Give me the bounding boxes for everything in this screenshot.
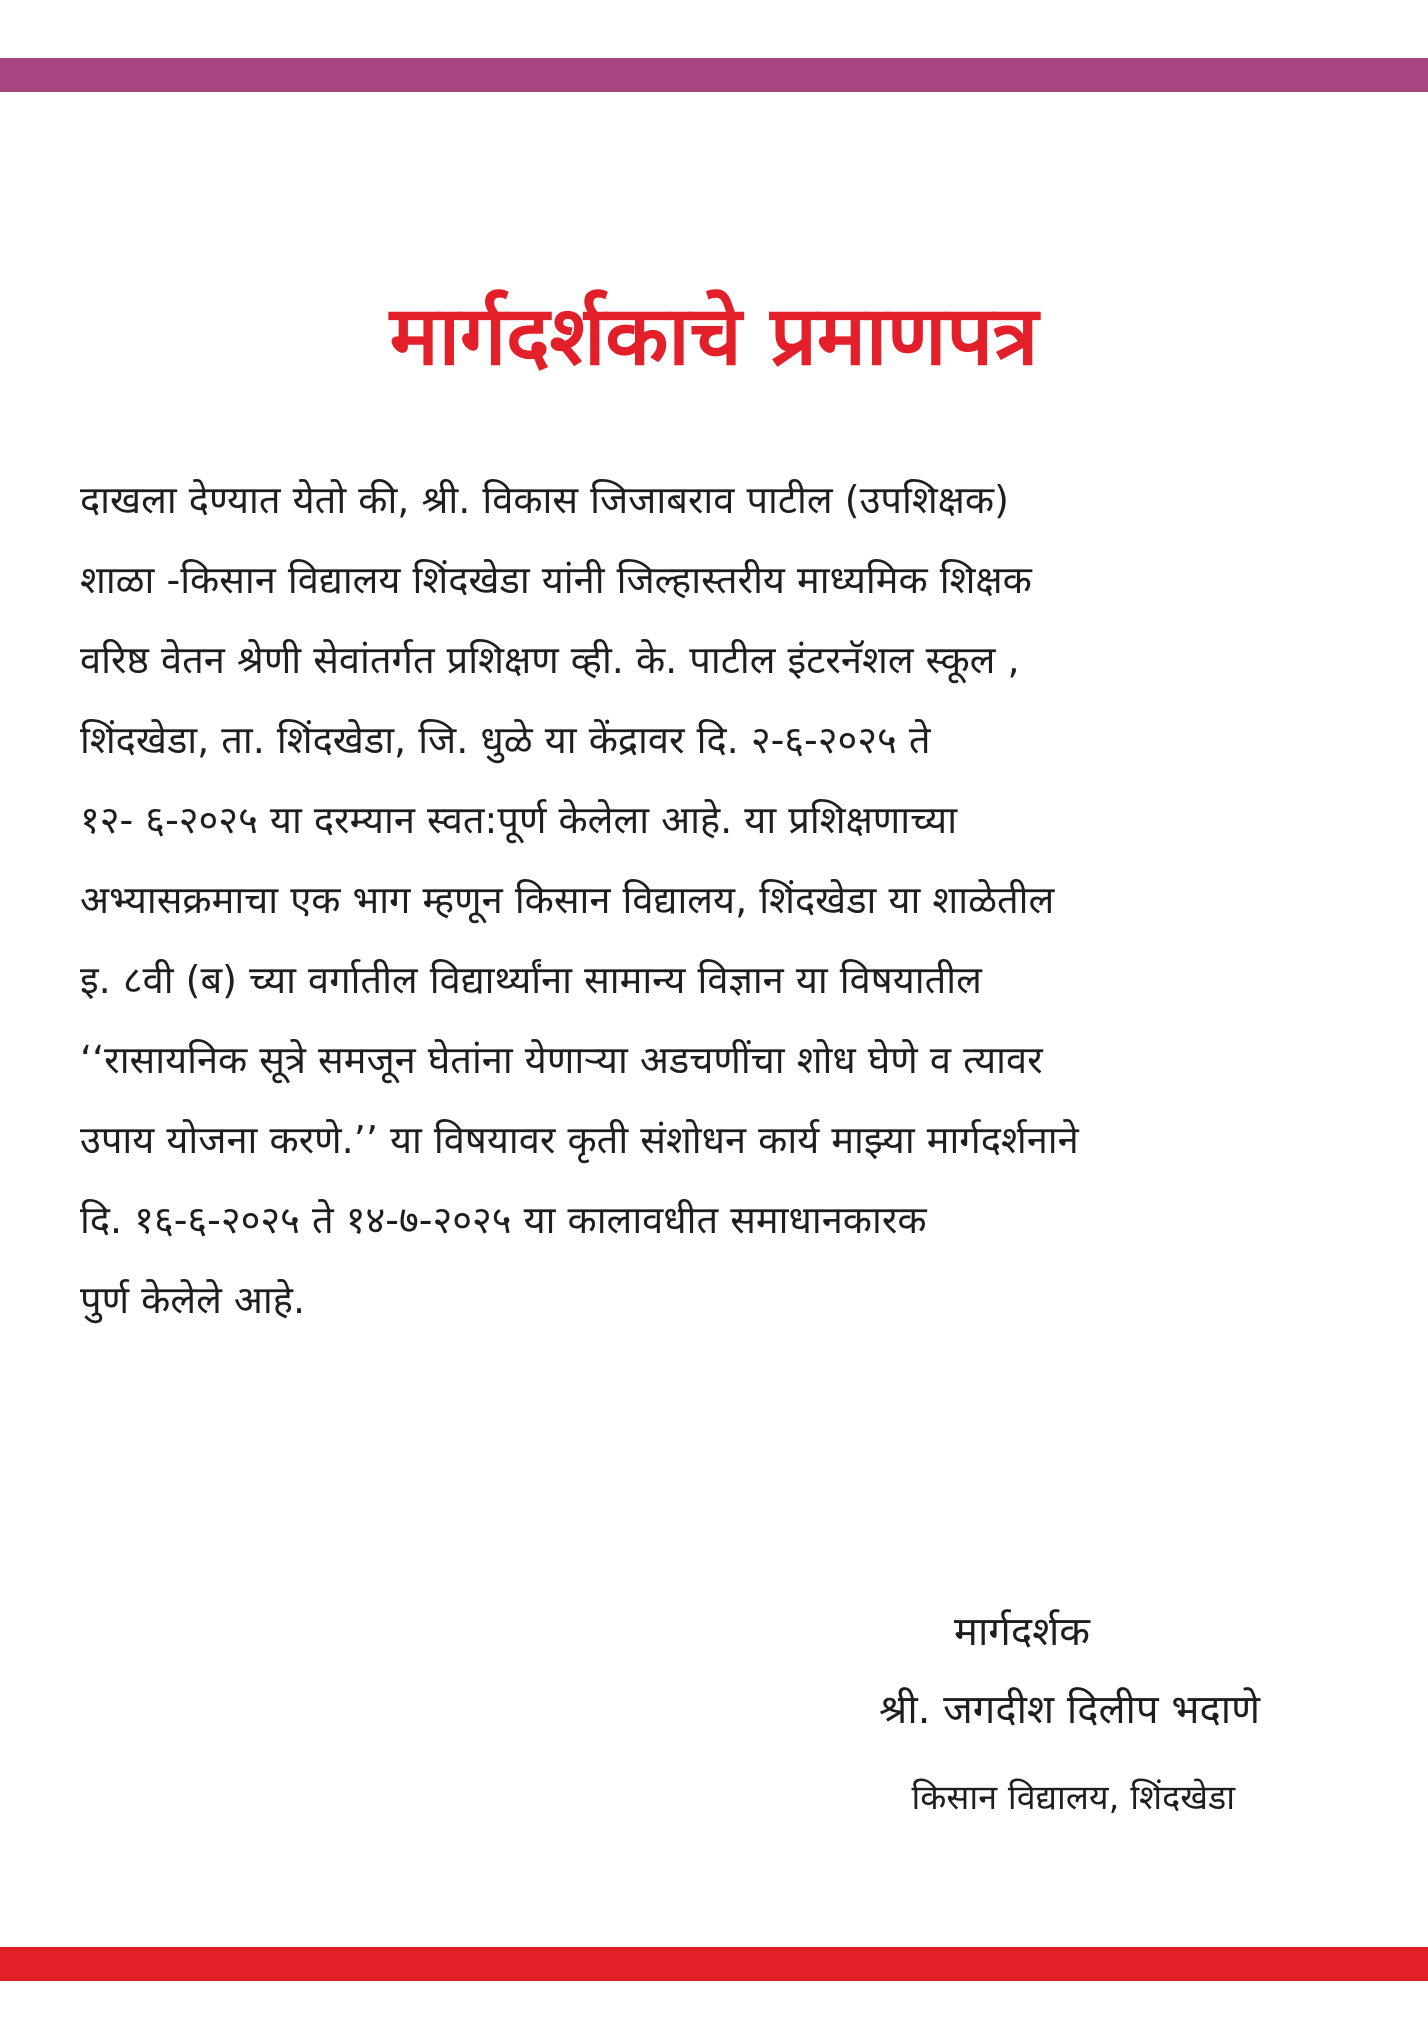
body-line-8: ‘‘रासायनिक सूत्रे समजून घेतांना येणाऱ्या अडचणींचा शोध घेणे व त्यावर bbox=[80, 1038, 1043, 1082]
signatory-name: श्री. जगदीश दिलीप भदाणे bbox=[879, 1687, 1260, 1733]
body-line-3: वरिष्ठ वेतन श्रेणी सेवांतर्गत प्रशिक्षण व्ही. के. पाटील इंटरनॅशल स्कूल , bbox=[80, 638, 1020, 682]
top-decorative-band bbox=[0, 58, 1428, 92]
body-line-4: शिंदखेडा, ता. शिंदखेडा, जि. धुळे या केंद्रावर दि. २-६-२०२५ ते bbox=[80, 718, 931, 762]
body-line-7: इ. ८वी (ब) च्या वर्गातील विद्यार्थ्यांना सामान्य विज्ञान या विषयातील bbox=[80, 958, 982, 1002]
body-line-1: दाखला देण्यात येतो की, श्री. विकास जिजाबराव पाटील (उपशिक्षक) bbox=[80, 478, 1009, 522]
body-line-9: उपाय योजना करणे.’’ या विषयावर कृती संशोधन कार्य माझ्या मार्गदर्शनाने bbox=[80, 1118, 1079, 1162]
body-line-5: १२- ६-२०२५ या दरम्यान स्वत:पूर्ण केलेला आहे. या प्रशिक्षणाच्या bbox=[80, 798, 958, 842]
signatory-role: मार्गदर्शक bbox=[954, 1609, 1090, 1655]
signatory-school: किसान विद्यालय, शिंदखेडा bbox=[911, 1778, 1235, 1818]
body-line-10: दि. १६-६-२०२५ ते १४-७-२०२५ या कालावधीत समाधानकारक bbox=[80, 1198, 927, 1242]
body-line-11: पुर्ण केलेले आहे. bbox=[80, 1278, 306, 1322]
certificate-body bbox=[80, 460, 1370, 1340]
body-line-2: शाळा -किसान विद्यालय शिंदखेडा यांनी जिल्हास्तरीय माध्यमिक शिक्षक bbox=[80, 558, 1032, 602]
certificate-title: मार्गदर्शकाचे प्रमाणपत्र bbox=[389, 289, 1039, 384]
body-line-6: अभ्यासक्रमाचा एक भाग म्हणून किसान विद्यालय, शिंदखेडा या शाळेतील bbox=[80, 878, 1055, 922]
bottom-decorative-band bbox=[0, 1947, 1428, 1981]
